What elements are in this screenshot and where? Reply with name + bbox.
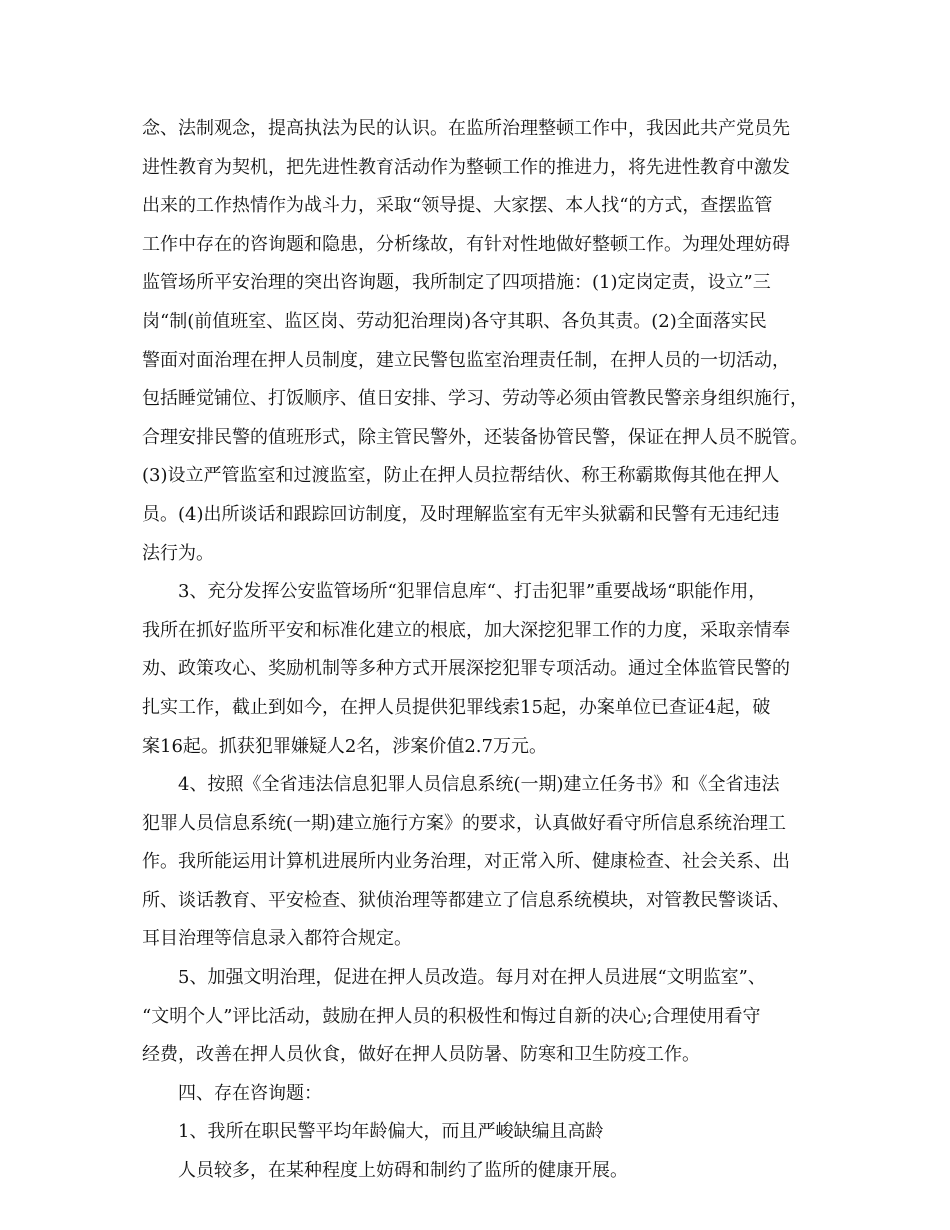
text-line: 所、谈话教育、平安检查、狱侦治理等都建立了信息系统模块，对管教民警谈话、 <box>142 889 790 911</box>
text-line: 员。(4)出所谈话和跟踪回访制度，及时理解监室有无牢头狱霸和民警有无违纪违 <box>142 503 780 525</box>
text-line: 经费，改善在押人员伙食，做好在押人员防暑、防寒和卫生防疫工作。 <box>142 1044 700 1066</box>
text-line: “文明个人”评比活动，鼓励在押人员的积极性和悔过自新的决心;合理使用看守 <box>142 1005 761 1027</box>
text-line: 合理安排民警的值班形式，除主管民警外，还装备协管民警，保证在押人员不脱管。 <box>142 426 808 448</box>
text-line: 犯罪人员信息系统(一期)建立施行方案》的要求，认真做好看守所信息系统治理工 <box>142 812 787 834</box>
text-line: 工作中存在的咨询题和隐患，分析缘故，有针对性地做好整顿工作。为理处理妨碍 <box>142 233 790 255</box>
text-line: 进性教育为契机，把先进性教育活动作为整顿工作的推进力，将先进性教育中激发 <box>142 156 790 178</box>
text-line: 法行为。 <box>142 542 214 564</box>
text-line: 作。我所能运用计算机进展所内业务治理，对正常入所、健康检查、社会关系、出 <box>142 851 790 873</box>
text-line: 岗“制(前值班室、监区岗、劳动犯治理岗)各守其职、各负其责。(2)全面落实民 <box>142 310 767 332</box>
text-line: 出来的工作热情作为战斗力，采取“领导提、大家摆、本人找“的方式，查摆监管 <box>142 195 773 217</box>
text-line: 人员较多，在某种程度上妨碍和制约了监所的健康开展。 <box>178 1160 628 1182</box>
text-line: 包括睡觉铺位、打饭顺序、值日安排、学习、劳动等必须由管教民警亲身组织施行， <box>142 388 808 410</box>
text-line: 扎实工作，截止到如今，在押人员提供犯罪线索15起，办案单位已查证4起，破 <box>142 696 771 718</box>
text-line: 案16起。抓获犯罪嫌疑人2名，涉案价值2.7万元。 <box>142 735 547 757</box>
text-line: 3、充分发挥公安监管场所“犯罪信息库“、打击犯罪”重要战场“职能作用， <box>178 581 767 603</box>
text-line: 监管场所平安治理的突出咨询题，我所制定了四项措施：(1)定岗定责，设立”三 <box>142 272 771 294</box>
text-line: 警面对面治理在押人员制度，建立民警包监室治理责任制，在押人员的一切活动， <box>142 349 790 371</box>
text-line: 1、我所在职民警平均年龄偏大，而且严峻缺编且高龄 <box>178 1121 604 1143</box>
text-line: 劝、政策攻心、奖励机制等多种方式开展深挖犯罪专项活动。通过全体监管民警的 <box>142 658 790 680</box>
text-line: 5、加强文明治理，促进在押人员改造。每月对在押人员进展“文明监室”、 <box>178 967 766 989</box>
text-line: 四、存在咨询题： <box>178 1082 322 1104</box>
text-line: (3)设立严管监室和过渡监室，防止在押人员拉帮结伙、称王称霸欺侮其他在押人 <box>142 465 780 487</box>
text-line: 我所在抓好监所平安和标准化建立的根底，加大深挖犯罪工作的力度，采取亲情奉 <box>142 619 790 641</box>
document-body <box>142 110 832 1191</box>
text-line: 耳目治理等信息录入都符合规定。 <box>142 928 412 950</box>
text-line: 念、法制观念，提高执法为民的认识。在监所治理整顿工作中，我因此共产党员先 <box>142 118 790 139</box>
text-line: 4、按照《全省违法信息犯罪人员信息系统(一期)建立任务书》和《全省违法 <box>178 774 780 796</box>
